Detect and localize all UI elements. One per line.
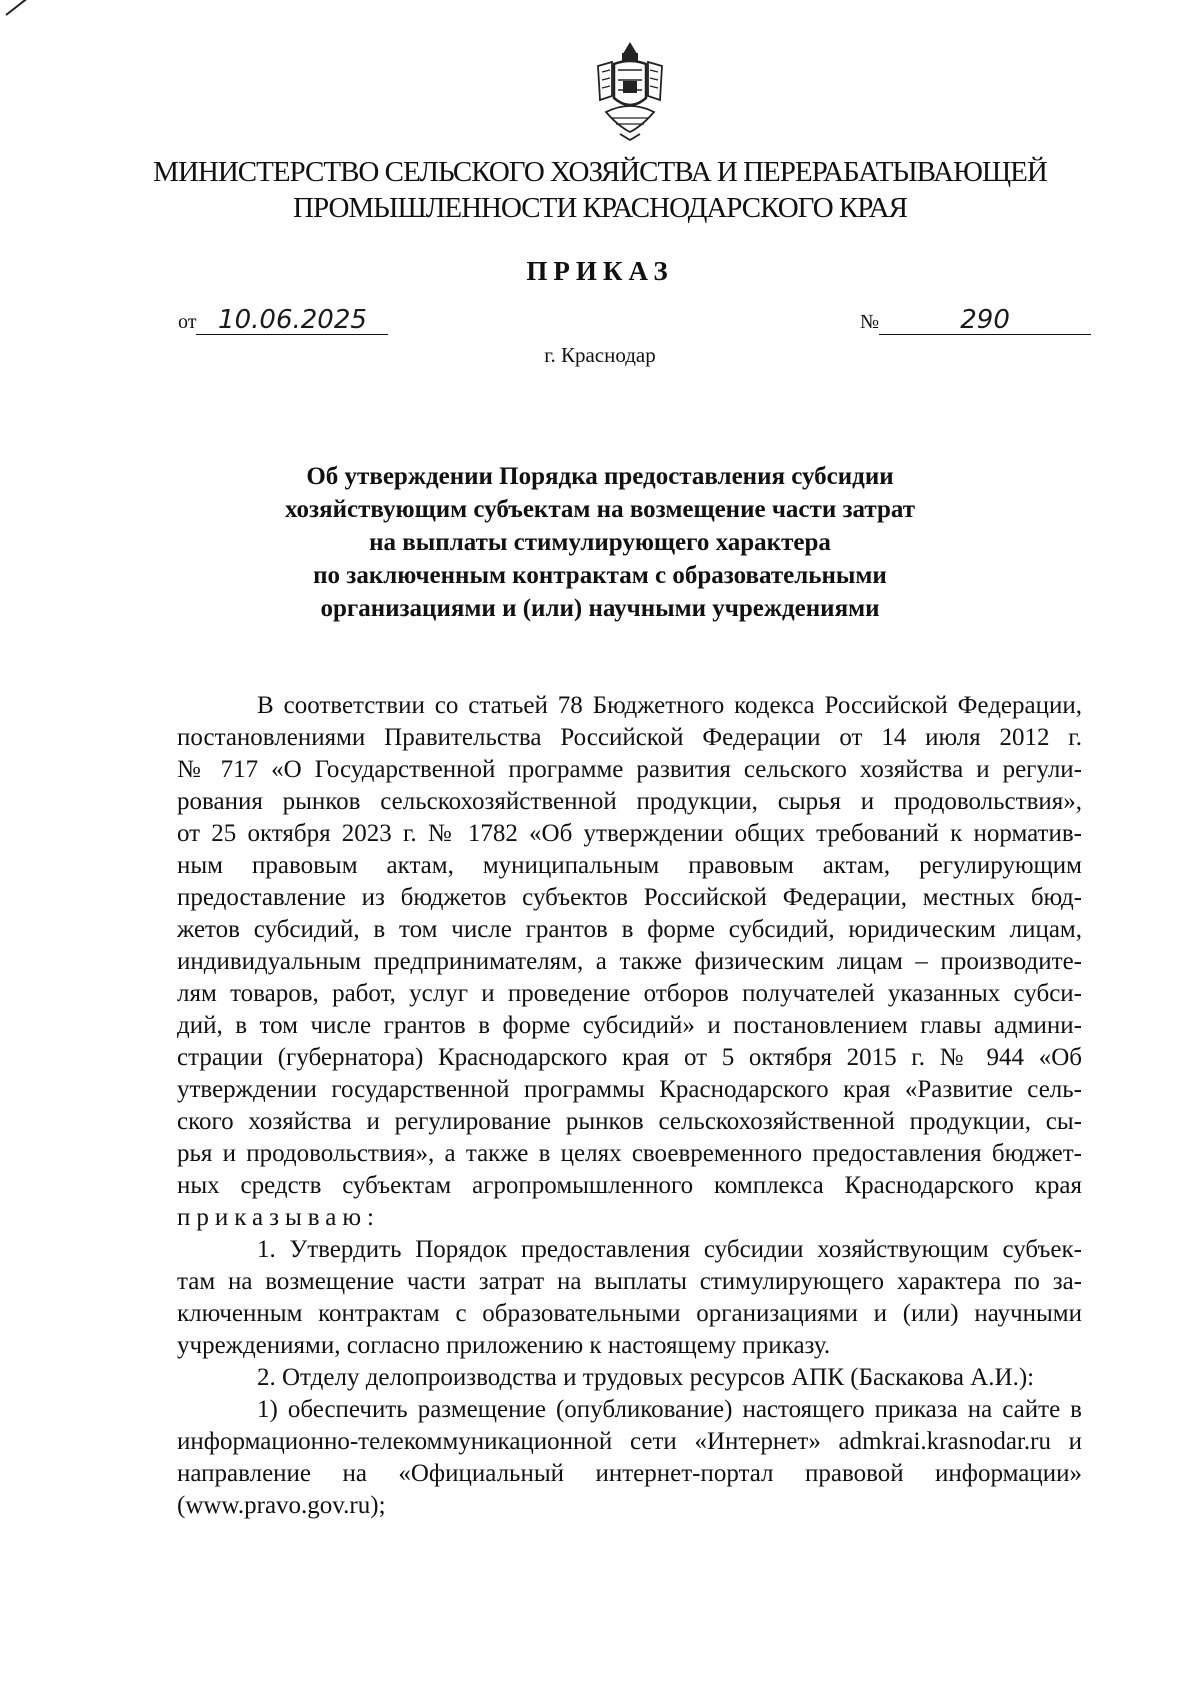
ministry-name	[0, 154, 1200, 226]
body-line: рья и продовольствия», а также в целях своевременного предоставления бюджет-	[177, 1140, 1082, 1167]
subject-line: организациями и (или) научными учреждениями	[320, 595, 880, 622]
body-line: лям товаров, работ, услуг и проведение отборов получателей указанных субси-	[177, 980, 1082, 1007]
subject-line: Об утверждении Порядка предоставления субсидии	[306, 463, 894, 490]
body-line: № 717 «О Государственной программе развития сельского хозяйства и регули-	[177, 756, 1082, 783]
body-line: рования рынков сельскохозяйственной продукции, сырья и продовольствия»,	[177, 788, 1082, 815]
item-2-1-line: (www.pravo.gov.ru);	[177, 1492, 386, 1519]
order-subject	[0, 460, 1200, 625]
subject-line: хозяйствующим субъектам на возмещение части затрат	[284, 496, 915, 523]
number-prefix: №	[860, 311, 880, 333]
body-line: индивидуальным предпринимателям, а также физическим лицам – производите-	[177, 948, 1082, 975]
body-line: страции (губернатора) Краснодарского края от 5 октября 2015 г. № 944 «Об	[177, 1044, 1082, 1071]
order-word: приказываю:	[177, 1204, 380, 1231]
order-number	[860, 306, 1091, 335]
order-body	[177, 690, 1082, 1522]
body-line: утверждении государственной программы Краснодарского края «Развитие сель-	[177, 1076, 1082, 1103]
body-line: предоставление из бюджетов субъектов Российской Федерации, местных бюд-	[177, 884, 1082, 911]
item-1-line: ключенным контрактам с образовательными организациями и (или) научными	[177, 1300, 1082, 1327]
item-2-1-line: направление на «Официальный интернет-портал правовой информации»	[177, 1460, 1082, 1487]
doc-type-title: ПРИКАЗ	[526, 256, 674, 286]
body-line: ных средств субъектам агропромышленного комплекса Краснодарского края	[177, 1172, 1082, 1199]
item-2-1-line: 1) обеспечить размещение (опубликование) настоящего приказа на сайте в	[257, 1396, 1082, 1423]
subject-line: на выплаты стимулирующего характера	[369, 529, 831, 556]
item-2: 2. Отделу делопроизводства и трудовых ресурсов АПК (Баскакова А.И.):	[257, 1364, 1035, 1391]
date-handwritten: 10.06.2025	[196, 306, 388, 335]
body-line: жетов субсидий, в том числе грантов в форме субсидий, юридическим лицам,	[177, 916, 1082, 943]
number-handwritten: 290	[879, 306, 1091, 335]
krasnodar-coat-of-arms-icon	[590, 40, 670, 144]
ministry-name-line2: ПРОМЫШЛЕННОСТИ КРАСНОДАРСКОГО КРАЯ	[293, 192, 907, 224]
item-2-1-line: информационно-телекоммуникационной сети «Интернет» admkrai.krasnodar.ru и	[177, 1428, 1082, 1455]
subject-line: по заключенным контрактам с образовательными	[313, 562, 887, 589]
scan-pen-mark	[5, 0, 33, 16]
body-line: В соответствии со статьей 78 Бюджетного кодекса Российской Федерации,	[257, 692, 1082, 719]
city: г. Краснодар	[544, 343, 656, 367]
body-line: постановлениями Правительства Российской Федерации от 14 июля 2012 г.	[177, 724, 1082, 751]
item-1-line: учреждениями, согласно приложению к настоящему приказу.	[177, 1332, 831, 1359]
item-1-line: там на возмещение части затрат на выплаты стимулирующего характера по за-	[177, 1268, 1082, 1295]
date-prefix: от	[178, 311, 197, 333]
order-date	[178, 306, 388, 335]
body-line: от 25 октября 2023 г. № 1782 «Об утверждении общих требований к норматив-	[177, 820, 1082, 847]
ministry-name-line1: МИНИСТЕРСТВО СЕЛЬСКОГО ХОЗЯЙСТВА И ПЕРЕРАБАТЫВАЮЩЕЙ	[153, 156, 1047, 188]
body-line: дий, в том числе грантов в форме субсидий» и постановлением главы админи-	[177, 1012, 1082, 1039]
body-line: ным правовым актам, муниципальным правовым актам, регулирующим	[177, 852, 1082, 879]
body-line: ского хозяйства и регулирование рынков сельскохозяйственной продукции, сы-	[177, 1108, 1082, 1135]
item-1-line: 1. Утвердить Порядок предоставления субсидии хозяйствующим субъек-	[257, 1236, 1082, 1263]
